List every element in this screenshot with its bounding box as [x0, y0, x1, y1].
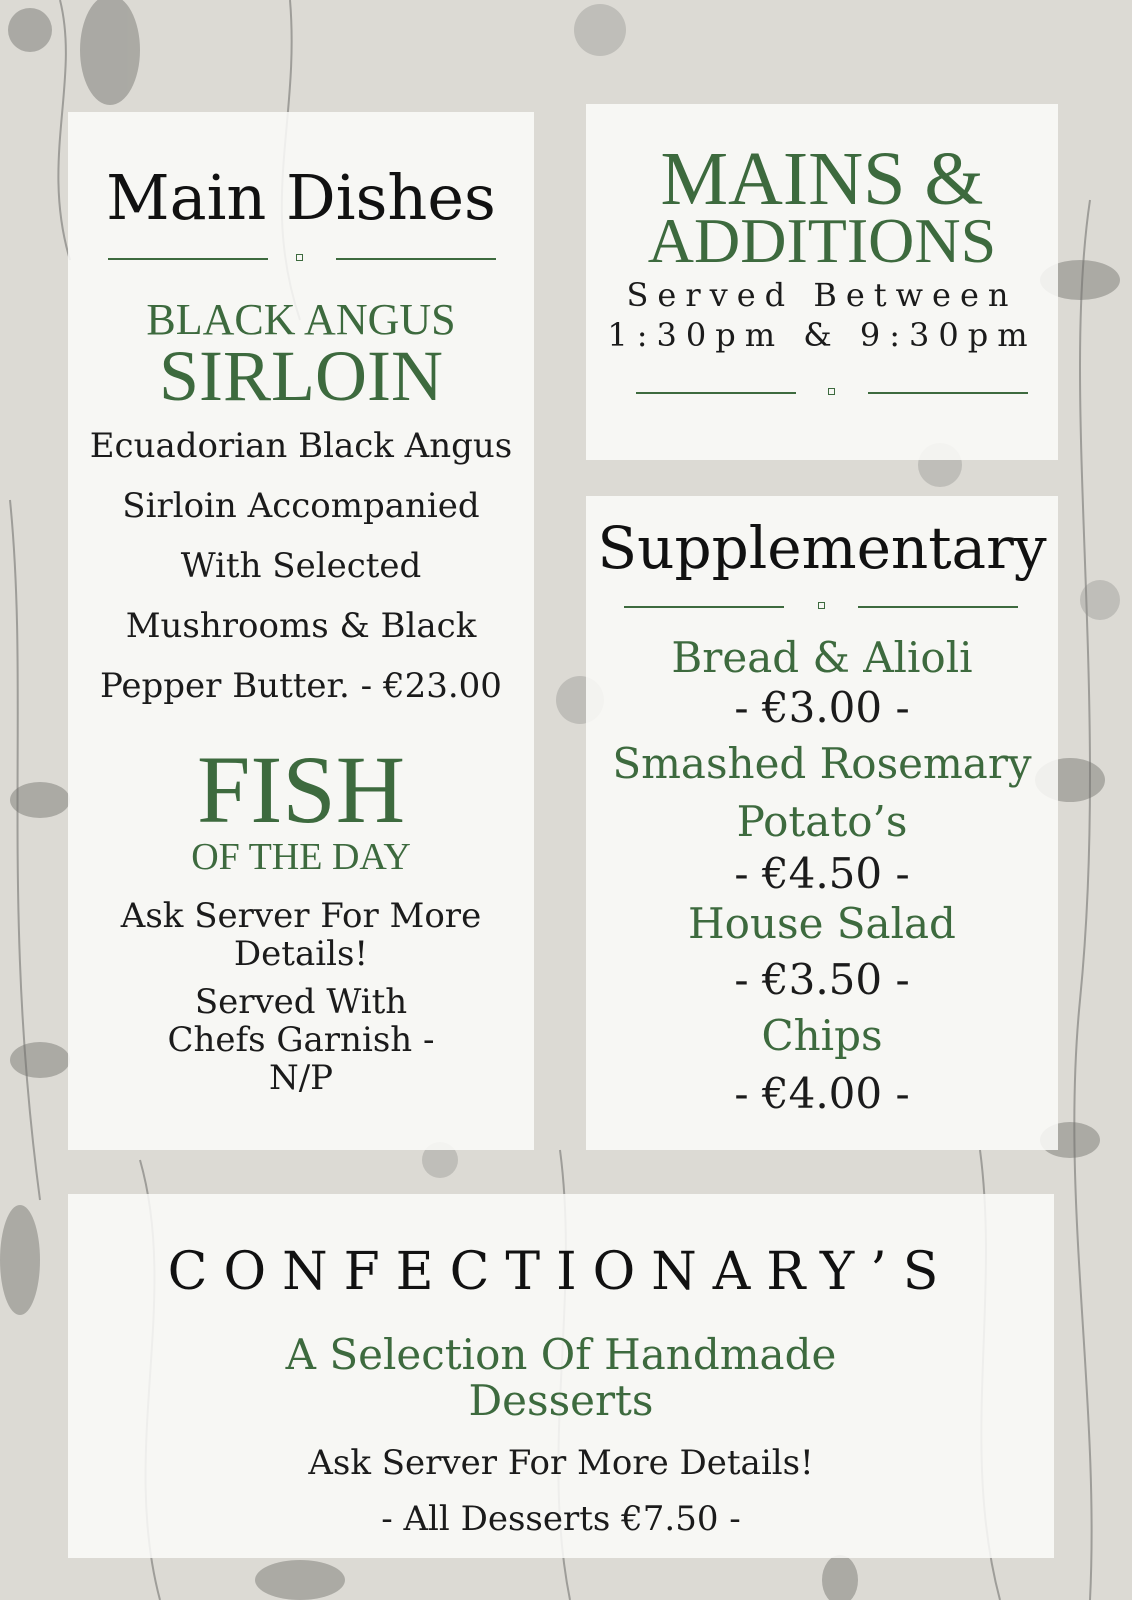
- divider-dot: [828, 388, 835, 395]
- mains-additions-panel: [586, 104, 1058, 460]
- sirloin-desc-line: Mushrooms & Black: [125, 606, 477, 646]
- fish-title-large: FISH: [196, 736, 406, 843]
- divider-left: [636, 392, 796, 394]
- divider-right: [868, 392, 1028, 394]
- mains-title-line2: ADDITIONS: [647, 205, 997, 276]
- divider-left: [108, 258, 268, 260]
- served-times: 1:30pm & 9:30pm: [607, 316, 1037, 354]
- sirloin-desc-line: With Selected: [180, 546, 422, 586]
- supplementary-panel: [586, 496, 1058, 1150]
- supp-item-price: - €3.00 -: [734, 683, 910, 732]
- supp-item-name: Chips: [761, 1011, 883, 1060]
- supplementary-heading: Supplementary: [597, 514, 1047, 582]
- supp-item-name: Potato’s: [736, 797, 908, 846]
- fish-desc-line: Details!: [233, 934, 369, 974]
- divider-right: [858, 606, 1018, 608]
- fish-title-small: OF THE DAY: [191, 836, 411, 878]
- divider-dot: [818, 602, 825, 609]
- divider-right: [336, 258, 496, 260]
- fish-desc-line: Chefs Garnish -: [167, 1020, 435, 1060]
- confectionary-heading: CONFECTIONARY’S: [167, 1242, 955, 1302]
- fish-desc-line: N/P: [268, 1058, 334, 1098]
- main-dishes-heading: Main Dishes: [106, 161, 496, 234]
- confectionary-panel: [68, 1194, 1054, 1558]
- fish-desc-line: Ask Server For More: [120, 896, 482, 936]
- sirloin-desc-line: Pepper Butter. - €23.00: [100, 666, 502, 706]
- supp-item-name: Smashed Rosemary: [612, 739, 1032, 788]
- supp-item-price: - €4.50 -: [734, 849, 910, 898]
- supp-item-price: - €4.00 -: [734, 1069, 910, 1118]
- sirloin-title-large: SIRLOIN: [159, 336, 443, 416]
- confectionary-price: - All Desserts €7.50 -: [381, 1499, 741, 1539]
- confectionary-subtitle-line2: Desserts: [468, 1376, 654, 1425]
- sirloin-desc-line: Ecuadorian Black Angus: [89, 426, 513, 466]
- confectionary-note: Ask Server For More Details!: [308, 1443, 814, 1483]
- main-dishes-panel: [68, 112, 534, 1150]
- supp-item-name: House Salad: [688, 899, 956, 948]
- served-between: Served Between: [626, 276, 1018, 314]
- mains-title-line1: MAINS &: [660, 137, 984, 221]
- divider-dot: [296, 254, 303, 261]
- fish-desc-line: Served With: [194, 982, 408, 1022]
- divider-left: [624, 606, 784, 608]
- sirloin-desc-line: Sirloin Accompanied: [122, 486, 480, 526]
- supp-item-price: - €3.50 -: [734, 955, 910, 1004]
- confectionary-subtitle-line1: A Selection Of Handmade: [285, 1330, 837, 1379]
- supp-item-name: Bread & Alioli: [671, 633, 973, 682]
- sirloin-title-small: BLACK ANGUS: [146, 295, 456, 344]
